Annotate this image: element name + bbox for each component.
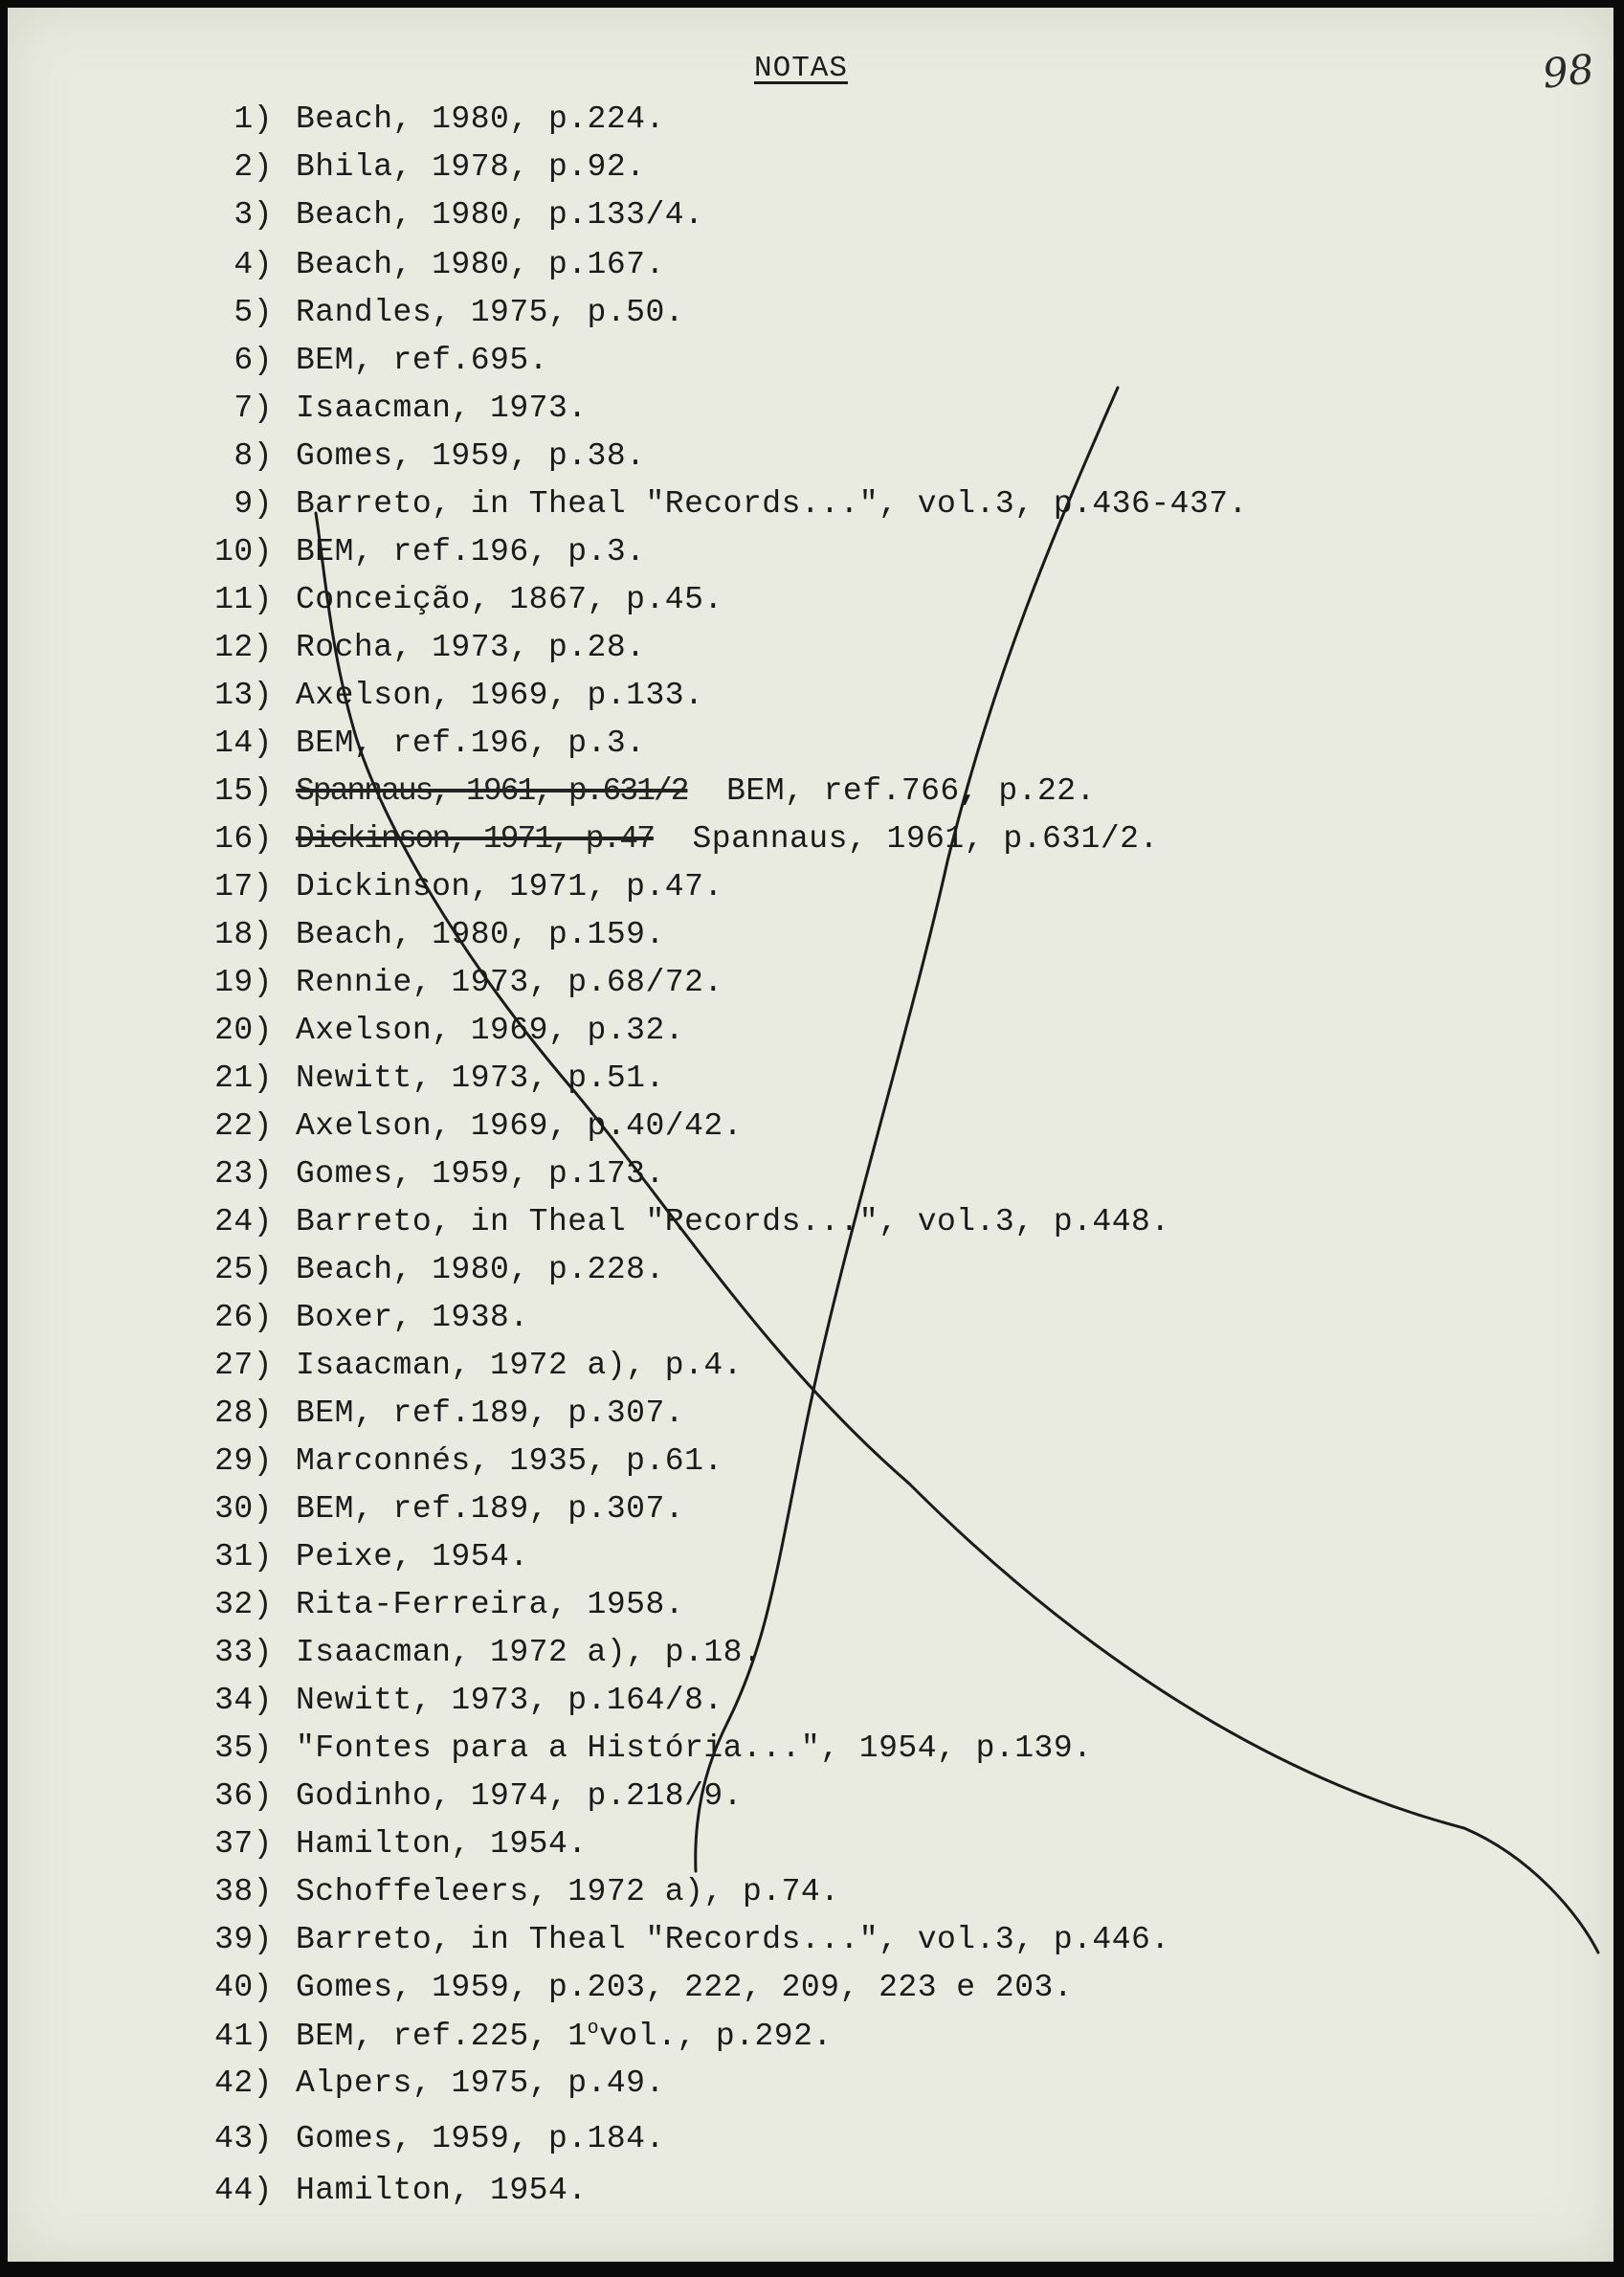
- note-text: Gomes, 1959, p.173.: [296, 1156, 665, 1192]
- note-text: Marconnés, 1935, p.61.: [296, 1443, 723, 1479]
- note-item: [196, 247, 665, 282]
- note-text: Alpers, 1975, p.49.: [296, 2065, 665, 2101]
- note-text: Hamilton, 1954.: [296, 2173, 588, 2208]
- note-number: 4): [234, 247, 273, 282]
- note-number: 34): [214, 1683, 273, 1718]
- note-text: BEM, ref.766, p.22.: [726, 773, 1096, 809]
- note-item: [196, 486, 1248, 522]
- note-item: [196, 438, 645, 474]
- note-number: 3): [234, 197, 273, 233]
- note-item: [196, 2018, 833, 2054]
- handwritten-page-number: 98: [1540, 45, 1596, 98]
- note-number: 24): [214, 1204, 273, 1239]
- note-number: 13): [214, 678, 273, 713]
- note-text: Beach, 1980, p.167.: [296, 247, 665, 282]
- note-item: [196, 582, 723, 617]
- note-item: [196, 343, 548, 378]
- note-item: [196, 1539, 529, 1574]
- note-item: [196, 1635, 762, 1670]
- note-text: Rocha, 1973, p.28.: [296, 630, 646, 665]
- note-text: Rennie, 1973, p.68/72.: [296, 965, 723, 1000]
- note-item: [196, 1300, 529, 1335]
- note-number: 6): [234, 343, 273, 378]
- note-number: 32): [214, 1587, 273, 1622]
- note-text: Axelson, 1969, p.133.: [296, 678, 704, 713]
- struck-through-text: Dickinson, 1971, p.47: [296, 821, 654, 857]
- note-text: Newitt, 1973, p.51.: [296, 1060, 665, 1096]
- note-text: Isaacman, 1973.: [296, 391, 588, 426]
- note-number: 25): [214, 1252, 273, 1287]
- note-number: 16): [214, 821, 273, 857]
- note-item: [196, 965, 723, 1000]
- note-text: Beach, 1980, p.159.: [296, 917, 665, 952]
- note-number: 29): [214, 1443, 273, 1479]
- note-item: [196, 1348, 743, 1383]
- note-text: Barreto, in Theal "Records...", vol.3, p.436-437.: [296, 486, 1248, 522]
- note-number: 27): [214, 1348, 273, 1383]
- note-text: Boxer, 1938.: [296, 1300, 529, 1335]
- note-text: Rita-Ferreira, 1958.: [296, 1587, 685, 1622]
- note-number: 26): [214, 1300, 273, 1335]
- note-item: [196, 1204, 1170, 1239]
- note-item: [196, 1778, 743, 1814]
- note-number: 33): [214, 1635, 273, 1670]
- note-text: Barreto, in Theal "Records...", vol.3, p.446.: [296, 1922, 1170, 1957]
- document-page: [8, 8, 1613, 2262]
- note-number: 38): [214, 1874, 273, 1909]
- note-item: [196, 1826, 588, 1862]
- note-number: 20): [214, 1013, 273, 1048]
- note-text: Gomes, 1959, p.38.: [296, 438, 646, 474]
- note-number: 28): [214, 1395, 273, 1431]
- note-number: 14): [214, 726, 273, 761]
- note-item: [196, 1730, 1092, 1766]
- note-text: Conceição, 1867, p.45.: [296, 582, 723, 617]
- note-number: 42): [214, 2065, 273, 2101]
- note-item: [196, 869, 723, 904]
- note-item: [196, 1060, 665, 1096]
- note-number: 40): [214, 1970, 273, 2005]
- note-item: [196, 1013, 684, 1048]
- note-item: [196, 630, 645, 665]
- note-item: [196, 1156, 665, 1192]
- note-item: [196, 726, 645, 761]
- note-item: [196, 391, 588, 426]
- note-text: Beach, 1980, p.133/4.: [296, 197, 704, 233]
- note-text: Peixe, 1954.: [296, 1539, 529, 1574]
- note-item: [196, 534, 645, 569]
- note-item: [196, 1108, 743, 1144]
- note-number: 43): [214, 2121, 273, 2156]
- note-item: [196, 917, 665, 952]
- note-item: [196, 149, 645, 185]
- note-item: [196, 197, 703, 233]
- note-number: 41): [214, 2019, 273, 2054]
- note-text: Spannaus, 1961, p.631/2.: [692, 821, 1159, 857]
- note-item: [196, 773, 1096, 809]
- note-text: Hamilton, 1954.: [296, 1826, 588, 1862]
- note-item: [196, 1587, 684, 1622]
- note-text: BEM, ref.225, 1: [296, 2019, 588, 2054]
- note-number: 17): [214, 869, 273, 904]
- note-number: 30): [214, 1491, 273, 1527]
- note-text: BEM, ref.189, p.307.: [296, 1395, 685, 1431]
- note-item: [196, 1683, 723, 1718]
- note-text: "Fontes para a História...", 1954, p.139.: [296, 1730, 1093, 1766]
- note-number: 37): [214, 1826, 273, 1862]
- note-item: [196, 2173, 588, 2208]
- note-text: BEM, ref.189, p.307.: [296, 1491, 685, 1527]
- note-text: Gomes, 1959, p.184.: [296, 2121, 665, 2156]
- note-item: [196, 1395, 684, 1431]
- note-text: BEM, ref.196, p.3.: [296, 534, 646, 569]
- note-number: 5): [234, 295, 273, 330]
- superscript: o: [587, 2018, 600, 2040]
- note-text: Axelson, 1969, p.40/42.: [296, 1108, 743, 1144]
- note-number: 39): [214, 1922, 273, 1957]
- note-text: Barreto, in Theal "Records...", vol.3, p.448.: [296, 1204, 1170, 1239]
- note-item: [196, 2065, 665, 2101]
- note-number: 22): [214, 1108, 273, 1144]
- note-item: [196, 1252, 665, 1287]
- note-item: [196, 1874, 840, 1909]
- note-number: 21): [214, 1060, 273, 1096]
- note-text: Godinho, 1974, p.218/9.: [296, 1778, 743, 1814]
- note-text: Beach, 1980, p.228.: [296, 1252, 665, 1287]
- note-text-after: vol., p.292.: [599, 2019, 833, 2054]
- note-text: Isaacman, 1972 a), p.18.: [296, 1635, 763, 1670]
- note-item: [196, 821, 1159, 857]
- note-item: [196, 1491, 684, 1527]
- note-item: [196, 1443, 723, 1479]
- note-text: Axelson, 1969, p.32.: [296, 1013, 685, 1048]
- note-number: 36): [214, 1778, 273, 1814]
- note-number: 12): [214, 630, 273, 665]
- note-text: Newitt, 1973, p.164/8.: [296, 1683, 723, 1718]
- notes-list: [8, 8, 1613, 2262]
- note-number: 2): [234, 149, 273, 185]
- note-text: Dickinson, 1971, p.47.: [296, 869, 723, 904]
- note-number: 19): [214, 965, 273, 1000]
- note-item: [196, 101, 665, 137]
- note-number: 35): [214, 1730, 273, 1766]
- note-text: Bhila, 1978, p.92.: [296, 149, 646, 185]
- note-number: 18): [214, 917, 273, 952]
- note-number: 9): [234, 486, 273, 522]
- note-item: [196, 1970, 1073, 2005]
- note-number: 7): [234, 391, 273, 426]
- note-number: 1): [234, 101, 273, 137]
- note-number: 11): [214, 582, 273, 617]
- note-item: [196, 678, 703, 713]
- note-number: 15): [214, 773, 273, 809]
- note-text: Randles, 1975, p.50.: [296, 295, 685, 330]
- note-number: 31): [214, 1539, 273, 1574]
- note-text: Isaacman, 1972 a), p.4.: [296, 1348, 743, 1383]
- note-text: BEM, ref.196, p.3.: [296, 726, 646, 761]
- note-number: 8): [234, 438, 273, 474]
- struck-through-text: Spannaus, 1961, p.631/2: [296, 773, 688, 809]
- note-number: 10): [214, 534, 273, 569]
- note-item: [196, 2121, 665, 2156]
- note-text: Gomes, 1959, p.203, 222, 209, 223 e 203.: [296, 1970, 1074, 2005]
- note-number: 44): [214, 2173, 273, 2208]
- note-item: [196, 1922, 1170, 1957]
- note-number: 23): [214, 1156, 273, 1192]
- note-item: [196, 295, 684, 330]
- note-text: BEM, ref.695.: [296, 343, 548, 378]
- page-title: NOTAS: [754, 52, 849, 85]
- note-text: Beach, 1980, p.224.: [296, 101, 665, 137]
- note-text: Schoffeleers, 1972 a), p.74.: [296, 1874, 840, 1909]
